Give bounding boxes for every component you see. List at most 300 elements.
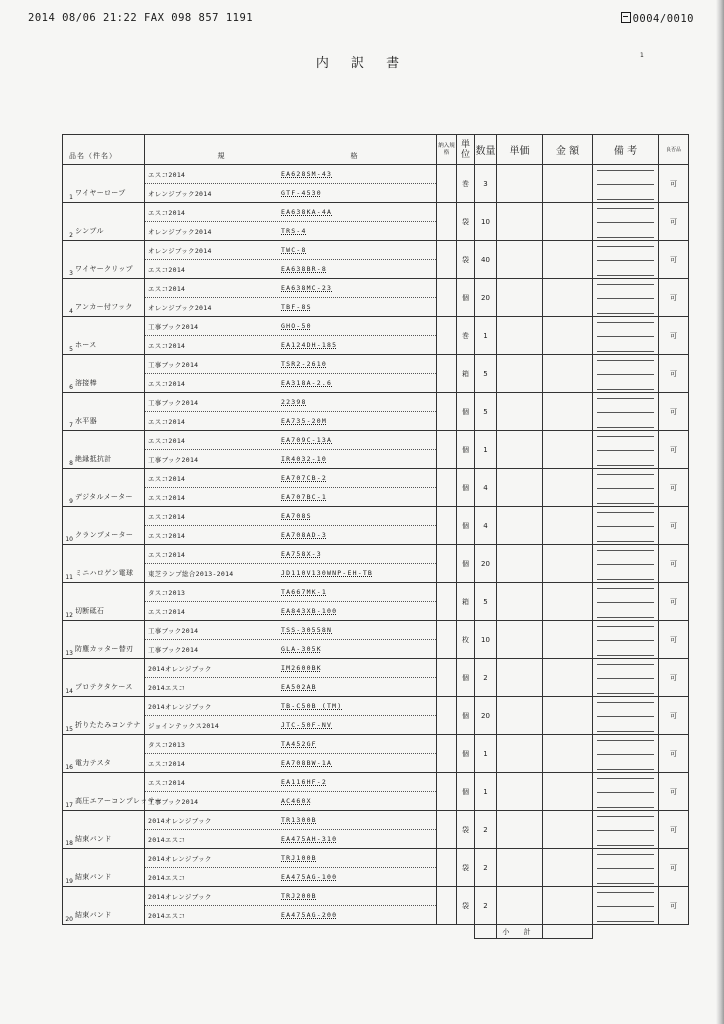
spec-line [145, 412, 436, 430]
item-delivery-cell [437, 203, 457, 241]
spec-model-code: TRS-4 [281, 227, 307, 235]
item-spec-cell [145, 849, 437, 887]
item-ok: 可 [659, 241, 689, 279]
spec-model-code: AC460X [281, 797, 312, 805]
item-amount-cell [543, 621, 593, 659]
item-price-cell [497, 773, 543, 811]
spec-catalog: タスコ2013 [148, 589, 186, 597]
item-delivery-cell [437, 621, 457, 659]
remarks-lines [597, 588, 654, 618]
item-delivery-cell [437, 279, 457, 317]
spec-model-code: 22398 [281, 398, 307, 406]
item-spec-cell [145, 887, 437, 925]
scan-edge-shadow [716, 0, 724, 1024]
table-row [63, 849, 689, 887]
item-qty: 3 [475, 165, 497, 203]
remarks-lines [597, 322, 654, 352]
item-spec-cell [145, 355, 437, 393]
item-ok: 可 [659, 279, 689, 317]
item-spec-cell [145, 545, 437, 583]
item-amount-cell [543, 773, 593, 811]
item-delivery-cell [437, 393, 457, 431]
spec-catalog: エスコ2014 [148, 551, 186, 559]
item-ok: 可 [659, 431, 689, 469]
item-unit: 個 [457, 773, 475, 811]
item-spec-cell [145, 583, 437, 621]
item-spec-cell [145, 203, 437, 241]
spec-model-code: EA638BR-8 [281, 265, 328, 273]
item-remarks-cell [593, 583, 659, 621]
item-delivery-cell [437, 241, 457, 279]
item-number: 5 [69, 346, 73, 353]
item-number: 7 [69, 422, 73, 429]
spec-line [145, 260, 436, 278]
item-remarks-cell [593, 279, 659, 317]
subtotal-amount [543, 925, 593, 939]
spec-catalog: 工事ブック2014 [148, 627, 199, 635]
spec-line [145, 488, 436, 506]
spec-catalog: 工事ブック2014 [148, 456, 199, 464]
item-unit: 袋 [457, 203, 475, 241]
spec-model-code: EA708AD-3 [281, 531, 328, 539]
item-name-cell [63, 317, 145, 355]
item-name: 折りたたみコンテナ [75, 721, 141, 729]
item-spec-cell [145, 507, 437, 545]
spec-catalog: エスコ2014 [148, 532, 186, 540]
spec-line [145, 754, 436, 772]
item-spec-cell [145, 621, 437, 659]
spec-model-code: EA843XB-100 [281, 607, 338, 615]
item-amount-cell [543, 507, 593, 545]
item-remarks-cell [593, 887, 659, 925]
item-name-cell [63, 697, 145, 735]
spec-model-code: TRJ100B [281, 854, 317, 862]
item-amount-cell [543, 545, 593, 583]
item-number: 9 [69, 498, 73, 505]
item-amount-cell [543, 887, 593, 925]
spec-line [145, 355, 436, 374]
spec-model-code: IM2600BK [281, 664, 322, 672]
item-name: クランプメーター [75, 531, 134, 539]
spec-catalog: オレンジブック2014 [148, 190, 212, 198]
col-header-qty: 数量 [475, 135, 497, 165]
col-header-spec-a: 規 [217, 152, 231, 160]
item-remarks-cell [593, 849, 659, 887]
item-remarks-cell [593, 431, 659, 469]
item-ok: 可 [659, 355, 689, 393]
spec-catalog: 2014オレンジブック [148, 703, 212, 711]
item-qty: 10 [475, 621, 497, 659]
remarks-lines [597, 740, 654, 770]
item-delivery-cell [437, 317, 457, 355]
item-name: 結束バンド [75, 911, 112, 919]
item-name-cell [63, 811, 145, 849]
item-name-cell [63, 507, 145, 545]
spec-catalog: エスコ2014 [148, 209, 186, 217]
item-amount-cell [543, 849, 593, 887]
item-qty: 10 [475, 203, 497, 241]
remarks-lines [597, 360, 654, 390]
spec-catalog: 2014エスコ [148, 874, 186, 882]
spec-model-code: EA628SM-43 [281, 170, 333, 178]
spec-model-code: GHO-50 [281, 322, 312, 330]
spec-catalog: エスコ2014 [148, 608, 186, 616]
item-spec-cell [145, 393, 437, 431]
item-qty: 1 [475, 317, 497, 355]
item-name: 防塵カッター替刃 [75, 645, 134, 653]
item-number: 15 [65, 726, 73, 733]
item-ok: 可 [659, 621, 689, 659]
breakdown-table [62, 134, 689, 939]
item-ok: 可 [659, 659, 689, 697]
spec-catalog: 工事ブック2014 [148, 399, 199, 407]
spec-model-code: EA475AG-100 [281, 873, 338, 881]
spec-line [145, 469, 436, 488]
spec-catalog: 2014エスコ [148, 684, 186, 692]
table-row [63, 545, 689, 583]
item-delivery-cell [437, 735, 457, 773]
item-remarks-cell [593, 545, 659, 583]
remarks-lines [597, 246, 654, 276]
item-qty: 1 [475, 735, 497, 773]
spec-model-code: TBF-8S [281, 303, 312, 311]
item-price-cell [497, 545, 543, 583]
spec-model-code: EA708S [281, 512, 312, 520]
item-qty: 1 [475, 431, 497, 469]
spec-line [145, 431, 436, 450]
item-qty: 5 [475, 355, 497, 393]
item-remarks-cell [593, 355, 659, 393]
item-name: ミニハロゲン電球 [75, 569, 134, 577]
item-name-cell [63, 469, 145, 507]
spec-catalog: 2014エスコ [148, 912, 186, 920]
col-header-price: 単価 [497, 135, 543, 165]
item-unit: 袋 [457, 849, 475, 887]
fax-header [28, 12, 694, 28]
remarks-lines [597, 626, 654, 656]
spec-line [145, 735, 436, 754]
spec-model-code: EA707CB-2 [281, 474, 328, 482]
table-row [63, 621, 689, 659]
table-row [63, 355, 689, 393]
item-unit: 個 [457, 507, 475, 545]
spec-line [145, 868, 436, 886]
item-number: 17 [65, 802, 73, 809]
item-spec-cell [145, 659, 437, 697]
item-ok: 可 [659, 773, 689, 811]
item-name: デジタルメーター [75, 493, 133, 501]
spec-catalog: オレンジブック2014 [148, 247, 212, 255]
item-remarks-cell [593, 773, 659, 811]
spec-catalog: エスコ2014 [148, 760, 186, 768]
item-amount-cell [543, 393, 593, 431]
item-name: 切断砥石 [75, 607, 105, 615]
spec-line [145, 203, 436, 222]
item-name: 溶接棒 [75, 379, 97, 387]
spec-catalog: 2014オレンジブック [148, 893, 212, 901]
spec-catalog: エスコ2014 [148, 513, 186, 521]
item-name: ワイヤークリップ [75, 265, 133, 273]
item-price-cell [497, 431, 543, 469]
subtotal-row [63, 925, 689, 939]
item-amount-cell [543, 241, 593, 279]
item-ok: 可 [659, 203, 689, 241]
item-number: 20 [65, 916, 73, 923]
spec-line [145, 678, 436, 696]
item-price-cell [497, 659, 543, 697]
item-delivery-cell [437, 849, 457, 887]
item-number: 11 [65, 574, 73, 581]
spec-catalog: 2014オレンジブック [148, 665, 212, 673]
spec-model-code: EA707BC-1 [281, 493, 328, 501]
table-row [63, 431, 689, 469]
item-name-cell [63, 887, 145, 925]
item-name-cell [63, 735, 145, 773]
item-qty: 4 [475, 507, 497, 545]
item-amount-cell [543, 431, 593, 469]
item-amount-cell [543, 697, 593, 735]
item-unit: 個 [457, 545, 475, 583]
spec-line [145, 450, 436, 468]
item-spec-cell [145, 317, 437, 355]
spec-line [145, 697, 436, 716]
item-name-cell [63, 583, 145, 621]
item-ok: 可 [659, 165, 689, 203]
item-unit: 袋 [457, 887, 475, 925]
item-amount-cell [543, 317, 593, 355]
item-name-cell [63, 545, 145, 583]
spec-line [145, 507, 436, 526]
item-unit: 巻 [457, 317, 475, 355]
fax-page-counter [621, 12, 694, 25]
spec-catalog: エスコ2014 [148, 380, 186, 388]
spec-model-code: EA116HF-2 [281, 778, 328, 786]
spec-catalog: 工事ブック2014 [148, 361, 199, 369]
remarks-lines [597, 170, 654, 200]
item-qty: 20 [475, 697, 497, 735]
spec-line [145, 393, 436, 412]
item-qty: 2 [475, 659, 497, 697]
item-remarks-cell [593, 659, 659, 697]
item-delivery-cell [437, 165, 457, 203]
item-price-cell [497, 811, 543, 849]
spec-model-code: TA452GF [281, 740, 317, 748]
spec-catalog: タスコ2013 [148, 741, 186, 749]
remarks-lines [597, 550, 654, 580]
item-unit: 枚 [457, 621, 475, 659]
item-price-cell [497, 203, 543, 241]
spec-model-code: EA502AB [281, 683, 317, 691]
spec-catalog: エスコ2014 [148, 171, 186, 179]
item-spec-cell [145, 431, 437, 469]
item-remarks-cell [593, 507, 659, 545]
item-delivery-cell [437, 697, 457, 735]
item-name-cell [63, 241, 145, 279]
spec-catalog: オレンジブック2014 [148, 304, 212, 312]
item-ok: 可 [659, 849, 689, 887]
item-number: 8 [69, 460, 73, 467]
item-amount-cell [543, 355, 593, 393]
spec-line [145, 165, 436, 184]
item-name: ホース [75, 341, 97, 349]
remarks-lines [597, 436, 654, 466]
spec-catalog: エスコ2014 [148, 475, 186, 483]
item-spec-cell [145, 735, 437, 773]
table-row [63, 469, 689, 507]
item-spec-cell [145, 773, 437, 811]
col-header-spec-b: 格 [350, 152, 364, 160]
document-title: 内 訳 書 [315, 56, 409, 71]
item-ok: 可 [659, 811, 689, 849]
spec-catalog: エスコ2014 [148, 266, 186, 274]
table-row [63, 507, 689, 545]
item-spec-cell [145, 811, 437, 849]
remarks-lines [597, 398, 654, 428]
item-remarks-cell [593, 165, 659, 203]
remarks-lines [597, 512, 654, 542]
spec-line [145, 317, 436, 336]
item-spec-cell [145, 469, 437, 507]
item-qty: 20 [475, 545, 497, 583]
spec-line [145, 640, 436, 658]
col-header-delivery: 納入規格 [437, 135, 457, 165]
item-spec-cell [145, 165, 437, 203]
remarks-lines [597, 892, 654, 922]
item-price-cell [497, 469, 543, 507]
spec-catalog: 工事ブック2014 [148, 323, 199, 331]
item-amount-cell [543, 735, 593, 773]
item-delivery-cell [437, 545, 457, 583]
item-qty: 2 [475, 849, 497, 887]
item-price-cell [497, 697, 543, 735]
item-name-cell [63, 621, 145, 659]
item-delivery-cell [437, 811, 457, 849]
spec-model-code: GTF-4530 [281, 189, 322, 197]
remarks-lines [597, 664, 654, 694]
spec-line [145, 241, 436, 260]
subtotal-spacer [475, 925, 497, 939]
spec-model-code: TRJ200B [281, 892, 317, 900]
item-spec-cell [145, 697, 437, 735]
spec-catalog: エスコ2014 [148, 494, 186, 502]
item-name-cell [63, 203, 145, 241]
item-unit: 個 [457, 431, 475, 469]
col-header-unit: 単位 [457, 135, 475, 165]
item-price-cell [497, 583, 543, 621]
item-number: 3 [69, 270, 73, 277]
item-name-cell [63, 773, 163, 811]
spec-line [145, 279, 436, 298]
item-name-cell [63, 659, 145, 697]
item-number: 16 [65, 764, 73, 771]
spec-line [145, 621, 436, 640]
spec-line [145, 526, 436, 544]
item-unit: 個 [457, 469, 475, 507]
spec-model-code: TWC-8 [281, 246, 307, 254]
spec-line [145, 222, 436, 240]
spec-model-code: EA475AH-310 [281, 835, 338, 843]
item-remarks-cell [593, 469, 659, 507]
item-unit: 個 [457, 735, 475, 773]
spec-catalog: 2014オレンジブック [148, 817, 212, 825]
page-mark: 1 [640, 52, 644, 59]
spec-line [145, 545, 436, 564]
spec-line [145, 602, 436, 620]
spec-model-code: EA638KA-4A [281, 208, 333, 216]
table-row [63, 659, 689, 697]
spec-model-code: TR1300B [281, 816, 317, 824]
item-qty: 2 [475, 811, 497, 849]
table-row [63, 393, 689, 431]
item-delivery-cell [437, 507, 457, 545]
item-ok: 可 [659, 735, 689, 773]
item-number: 14 [65, 688, 73, 695]
item-name: 高圧エアーコンプレッサー [75, 797, 163, 805]
spec-catalog: 工事ブック2014 [148, 646, 199, 654]
spec-catalog: 工事ブック2014 [148, 798, 199, 806]
item-remarks-cell [593, 393, 659, 431]
spec-catalog: エスコ2014 [148, 342, 186, 350]
item-unit: 個 [457, 697, 475, 735]
item-price-cell [497, 887, 543, 925]
item-amount-cell [543, 165, 593, 203]
item-delivery-cell [437, 469, 457, 507]
item-qty: 4 [475, 469, 497, 507]
item-number: 18 [65, 840, 73, 847]
spec-catalog: エスコ2014 [148, 418, 186, 426]
subtotal-label: 小 計 [497, 925, 543, 939]
item-name-cell [63, 431, 145, 469]
item-price-cell [497, 241, 543, 279]
item-price-cell [497, 849, 543, 887]
spec-catalog: エスコ2014 [148, 779, 186, 787]
page-icon [621, 12, 631, 23]
table-row [63, 773, 689, 811]
item-remarks-cell [593, 317, 659, 355]
item-ok: 可 [659, 469, 689, 507]
item-number: 10 [65, 536, 73, 543]
spec-catalog: 東芝ランプ総合2013-2014 [148, 570, 234, 578]
item-number: 1 [69, 194, 73, 201]
item-price-cell [497, 317, 543, 355]
item-name: 水平器 [75, 417, 97, 425]
spec-model-code: EA709C-13A [281, 436, 333, 444]
spec-line [145, 849, 436, 868]
item-remarks-cell [593, 241, 659, 279]
item-delivery-cell [437, 773, 457, 811]
col-header-name: 品名（件名） [63, 135, 145, 165]
item-price-cell [497, 393, 543, 431]
table-row [63, 735, 689, 773]
item-price-cell [497, 165, 543, 203]
item-name-cell [63, 849, 145, 887]
item-delivery-cell [437, 431, 457, 469]
item-amount-cell [543, 583, 593, 621]
item-name: アンカー付フック [75, 303, 133, 311]
item-unit: 巻 [457, 165, 475, 203]
spec-line [145, 716, 436, 734]
table-row [63, 811, 689, 849]
spec-catalog: エスコ2014 [148, 285, 186, 293]
spec-catalog: 2014オレンジブック [148, 855, 212, 863]
item-name: 絶縁抵抗計 [75, 455, 112, 463]
table-row [63, 203, 689, 241]
spec-model-code: EA475AG-200 [281, 911, 338, 919]
item-amount-cell [543, 811, 593, 849]
item-unit: 袋 [457, 241, 475, 279]
spec-line [145, 564, 436, 582]
spec-line [145, 773, 436, 792]
